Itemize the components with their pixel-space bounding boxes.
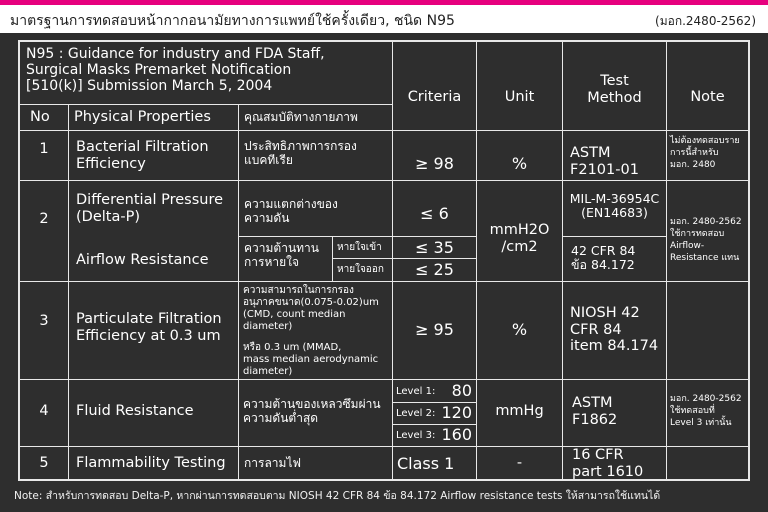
footer-note: Note: สำหรับการทดสอบ Delta-P, หากผ่านการทดสอบตาม NIOSH 42 CFR 84 ข้อ 84.172 Airflow resistance tests ให้สามารถใช้แทนได้ <box>14 490 661 502</box>
thai-differential-pressure: ความแตกต่างของ ความดัน <box>244 197 338 225</box>
unit-flammability: - <box>516 455 523 471</box>
property-bacterial-filtration: Bacterial Filtration Efficiency <box>76 139 209 172</box>
thai-airflow-resistance: ความต้านทาน การหายใจ <box>244 241 319 269</box>
level-2-label: Level 2: <box>396 408 436 419</box>
header-no: No <box>30 109 50 125</box>
page-title: มาตรฐานการทดสอบหน้ากากอนามัยทางการแพทย์ใช้ครั้งเดียว, ชนิด N95 <box>10 13 455 29</box>
row-no: 4 <box>39 403 49 419</box>
row-no: 2 <box>39 211 49 227</box>
header-criteria: Criteria <box>407 89 462 105</box>
unit-particulate-filtration: % <box>511 320 528 339</box>
property-airflow-resistance: Airflow Resistance <box>76 252 209 268</box>
note-differential-pressure: มอก. 2480-2562 ใช้การทดสอบ Airflow- Resistance แทน <box>670 217 742 264</box>
level-1-value: 80 <box>451 381 472 400</box>
unit-fluid-resistance: mmHg <box>495 403 544 419</box>
header-physical-properties: Physical Properties <box>74 109 211 125</box>
unit-differential-pressure: mmH2O /cm2 <box>489 222 550 255</box>
level-2-value: 120 <box>441 403 472 422</box>
level-3-value: 160 <box>441 425 472 444</box>
method-differential-pressure: MIL-M-36954C (EN14683) <box>569 191 660 221</box>
level-3-label: Level 3: <box>396 430 436 441</box>
row-no: 1 <box>39 141 49 157</box>
property-flammability: Flammability Testing <box>76 455 226 471</box>
page-header <box>0 5 768 33</box>
unit-bacterial-filtration: % <box>511 154 528 173</box>
header-note: Note <box>690 89 725 105</box>
criteria-differential-pressure: ≤ 6 <box>420 204 449 223</box>
property-fluid-resistance: Fluid Resistance <box>76 403 194 419</box>
table-caption: N95 : Guidance for industry and FDA Staff, Surgical Masks Premarket Notification [510(k)] Submission March 5, 2004 <box>26 46 325 94</box>
header-unit: Unit <box>504 89 535 105</box>
header-test-method: Test Method <box>587 73 642 106</box>
exhale-label: หายใจออก <box>337 264 384 275</box>
note-bacterial-filtration: ไม่ต้องทดสอบราย การนี้สำหรับ มอก. 2480 <box>670 136 740 171</box>
method-airflow-resistance: 42 CFR 84 ข้อ 84.172 <box>571 243 636 273</box>
standard-label: (มอก.2480-2562) <box>655 14 756 28</box>
method-bacterial-filtration: ASTM F2101-01 <box>570 145 639 178</box>
criteria-exhale: ≤ 25 <box>415 260 454 279</box>
criteria-particulate-filtration: ≥ 95 <box>415 320 454 339</box>
criteria-flammability: Class 1 <box>397 454 455 473</box>
method-fluid-resistance: ASTM F1862 <box>572 395 618 428</box>
thai-flammability: การลามไฟ <box>244 456 301 470</box>
header-thai-properties: คุณสมบัติทางกายภาพ <box>244 110 358 124</box>
method-particulate-filtration: NIOSH 42 CFR 84 item 84.174 <box>570 305 659 355</box>
criteria-inhale: ≤ 35 <box>415 238 454 257</box>
thai-fluid-resistance: ความต้านของเหลวซึมผ่าน ความดันต่ำสุด <box>243 397 381 425</box>
row-no: 3 <box>39 313 49 329</box>
row-no: 5 <box>39 455 49 471</box>
level-1-label: Level 1: <box>396 386 436 397</box>
note-fluid-resistance: มอก. 2480-2562 ใช้ทดสอบที่ Level 3 เท่านั้น <box>670 394 742 429</box>
property-differential-pressure: Differential Pressure (Delta-P) <box>76 192 224 225</box>
thai-bacterial-filtration: ประสิทธิภาพการกรอง แบคทีเรีย <box>244 139 357 167</box>
thai-particulate-filtration: ความสามารถในการกรอง อนุภาคขนาด(0.075-0.02)um (CMD, count median diameter) หรือ 0.3 um (MMAD, mass median aerodynamic diameter) <box>243 285 379 377</box>
inhale-label: หายใจเข้า <box>337 242 382 253</box>
property-particulate-filtration: Particulate Filtration Efficiency at 0.3 um <box>76 311 222 344</box>
criteria-bacterial-filtration: ≥ 98 <box>415 154 454 173</box>
method-flammability: 16 CFR part 1610 <box>572 447 644 480</box>
